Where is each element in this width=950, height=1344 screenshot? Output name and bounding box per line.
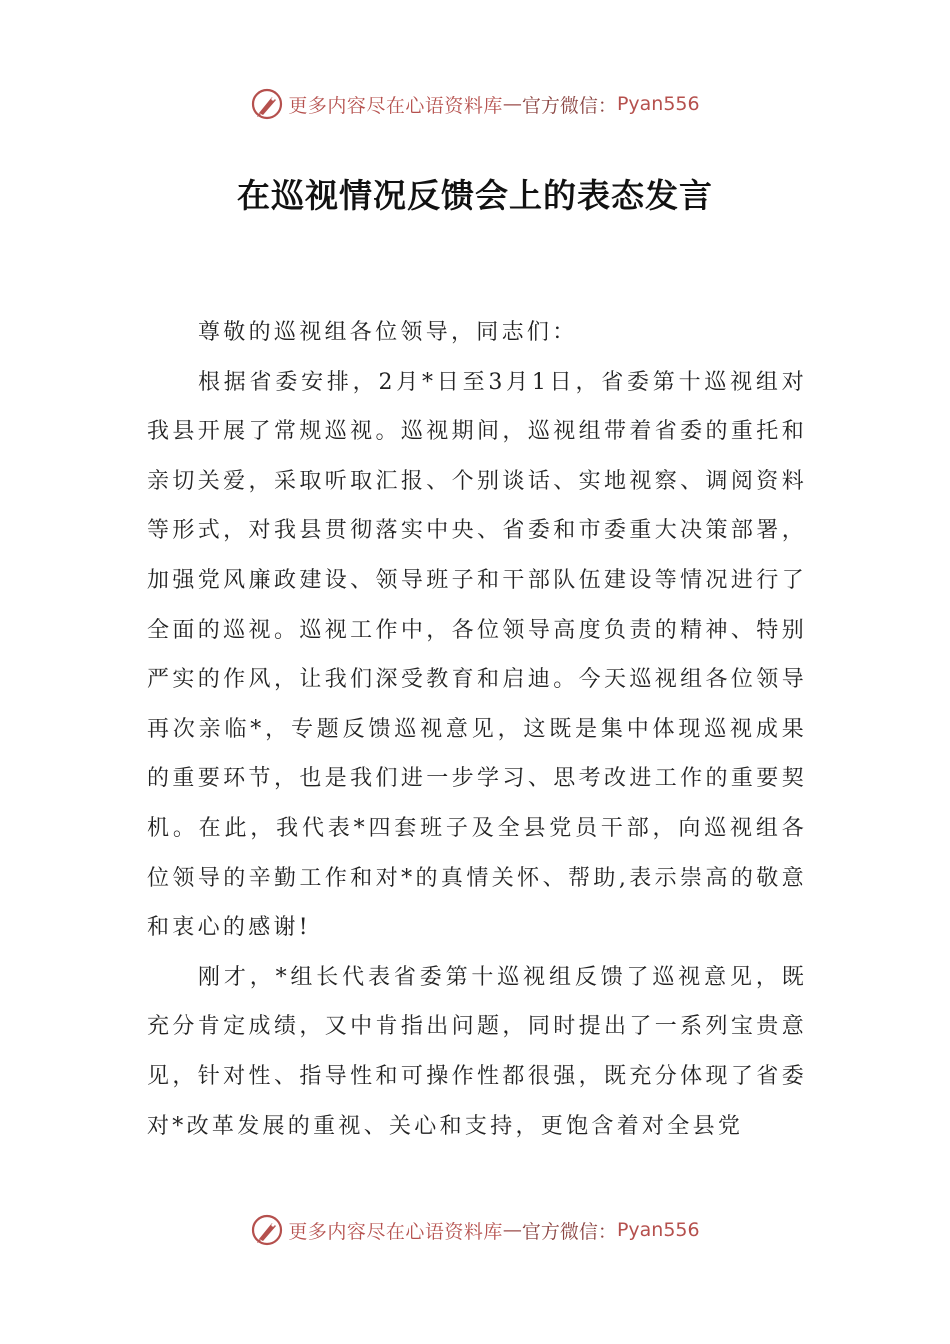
body-paragraph: 刚才，*组长代表省委第十巡视组反馈了巡视意见，既充分肯定成绩，又中肯指出问题，同时提出了一系列宝贵意见，针对性、指导性和可操作性都很强，既充分体现了省委对*改革发展的重视、关心和支持，更饱含着对全县党	[147, 964, 807, 1139]
banner-wechat-id: Pyan556	[616, 1219, 700, 1241]
footer-banner	[0, 1210, 950, 1250]
document-body	[147, 308, 807, 1151]
banner-separator: —	[502, 93, 522, 115]
banner-wechat-label: 官方微信：	[521, 94, 617, 117]
header-banner	[0, 84, 950, 124]
banner-separator: —	[502, 1219, 522, 1241]
banner-brand: 更多内容尽在心语资料库	[288, 1220, 503, 1243]
document-title: 在巡视情况反馈会上的表态发言	[237, 176, 713, 215]
banner-brand: 更多内容尽在心语资料库	[288, 94, 503, 117]
banner-wechat-label: 官方微信：	[521, 1220, 617, 1243]
pen-nib-circle-icon	[250, 87, 284, 121]
pen-nib-circle-icon	[250, 1213, 284, 1247]
banner-wechat-id: Pyan556	[616, 93, 700, 115]
salutation-paragraph: 尊敬的巡视组各位领导，同志们：	[198, 320, 578, 345]
body-paragraph: 根据省委安排，2月*日至3月1日，省委第十巡视组对我县开展了常规巡视。巡视期间，巡视组带着省委的重托和亲切关爱，采取听取汇报、个别谈话、实地视察、调阅资料等形式，对我县贯彻落实中央、省委和市委重大决策部署，加强党风廉政建设、领导班子和干部队伍建设等情况进行了全面的巡视。巡视工作中，各位领导高度负责的精神、特别严实的作风，让我们深受教育和启迪。今天巡视组各位领导再次亲临*，专题反馈巡视意见，这既是集中体现巡视成果的重要环节，也是我们进一步学习、思考改进工作的重要契机。在此，我代表*四套班子及全县党员干部，向巡视组各位领导的辛勤工作和对*的真情关怀、帮助,表示崇高的敬意和衷心的感谢!	[147, 369, 807, 941]
